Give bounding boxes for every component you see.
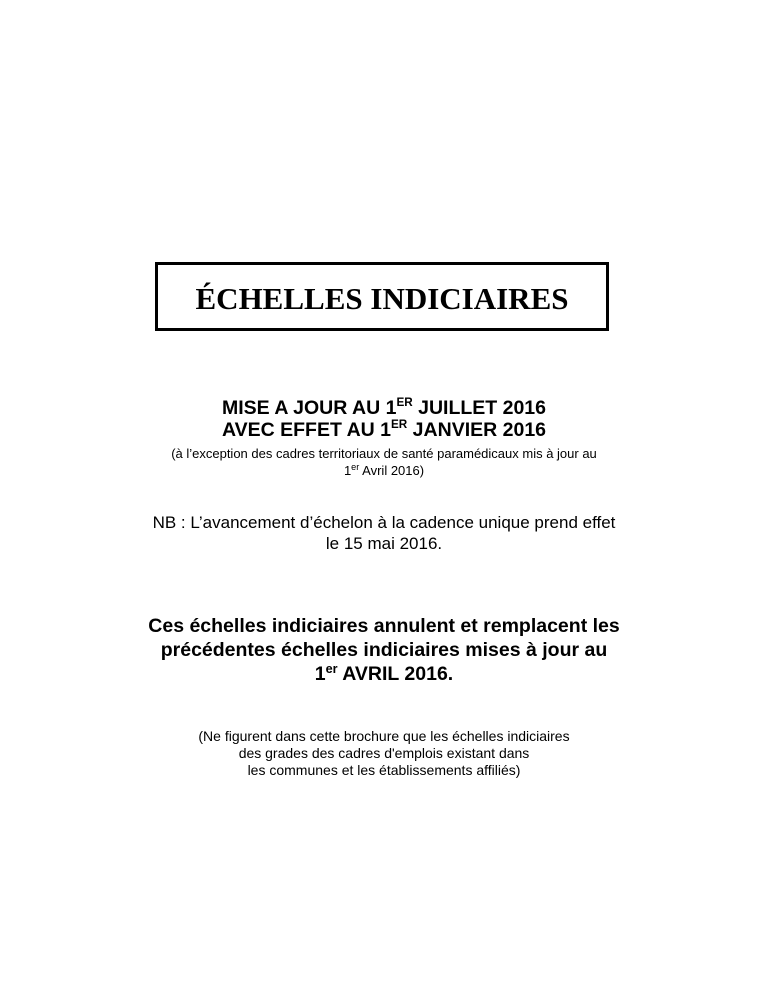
replace-line-1: Ces échelles indiciaires annulent et remplacent les [148,615,620,637]
title-box [155,262,609,331]
brochure-line-3: les communes et les établissements affiliés) [247,762,521,778]
brochure-note [0,728,768,779]
nb-note [0,512,768,554]
document-title: ÉCHELLES INDICIAIRES [195,281,569,316]
replace-line-2: précédentes échelles indiciaires mises à jour au [160,639,608,661]
exception-note [0,445,768,479]
update-notice [0,397,768,441]
update-line-july: MISE A JOUR AU 1ER JUILLET 2016 [221,396,546,419]
replacement-notice [0,614,768,686]
brochure-line-2: des grades des cadres d'emplois existant dans [238,745,530,761]
exception-line-2: 1er Avril 2016) [343,461,425,478]
brochure-line-1: (Ne figurent dans cette brochure que les échelles indiciaires [198,728,570,744]
replace-line-3: 1er AVRIL 2016. [314,662,454,685]
exception-line-1: (à l’exception des cadres territoriaux de santé paramédicaux mis à jour au [171,446,597,461]
update-line-january: AVEC EFFET AU 1ER JANVIER 2016 [221,418,547,441]
nb-line-2: le 15 mai 2016. [325,534,443,553]
nb-line-1: NB : L’avancement d’échelon à la cadence unique prend effet [152,513,616,532]
